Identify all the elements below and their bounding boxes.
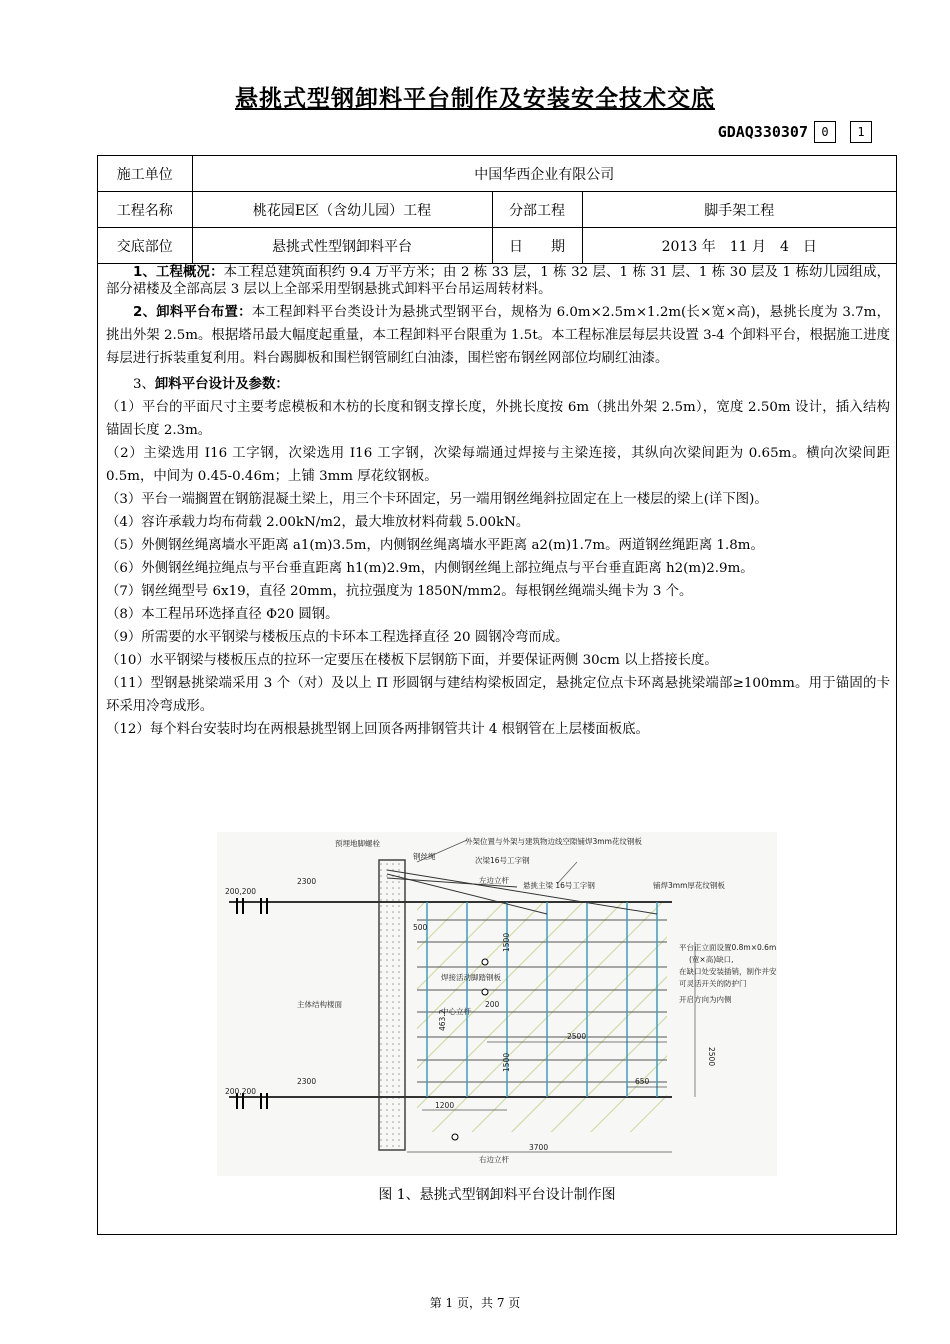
dim-3700: 3700 [529, 1143, 549, 1152]
para-10: （10）水平钢梁与楼板压点的拉环一定要压在楼板下层钢筋下面，并要保证两侧 30cm 以上搭接长度。 [106, 653, 718, 668]
para-8: （8）本工程吊环选择直径 Φ20 圆钢。 [106, 607, 339, 622]
note-line-3: 在缺口处安装插销，制作并安装 [679, 967, 777, 976]
dim-1200: 1200 [435, 1101, 455, 1110]
label-main-beam: 悬挑主梁 16号工字钢 [523, 881, 595, 890]
label-plate: 铺焊3mm厚花纹钢板 [653, 881, 725, 890]
code-box-2: 1 [850, 121, 872, 143]
label-main-wall: 主体结构楼面 [297, 1000, 342, 1009]
dim-200-top: 200,200 [225, 887, 257, 896]
label-weld-plate: 焊接活动脚踏钢板 [441, 973, 501, 982]
dim-200-bottom: 200,200 [225, 1087, 257, 1096]
part-value: 悬挑式性型钢卸料平台 [192, 228, 492, 264]
section-2: 2、卸料平台布置：本工程卸料平台类设计为悬挑式型钢平台，规格为 6.0m×2.5m×1.2m(长×宽×高)，悬挑长度为 3.7m，挑出外架 2.5m。根据塔吊最大幅度起重量，本工程卸料平台限重为 1.5t。本工程标准层每层共设置 3-4 个卸料平台，根据施工进度每层进行拆装重复利用。料台踢脚板和围栏钢管刷红白油漆，围栏密布钢丝网部位均刷红油漆。 [106, 305, 890, 366]
unit-value: 中国华西企业有限公司 [192, 156, 896, 192]
note-line-2: (宽×高)缺口, [689, 955, 734, 964]
drawing-svg [217, 832, 777, 1176]
body-text [106, 264, 890, 741]
dim-500: 500 [413, 923, 428, 932]
dim-463: 463.2 [438, 1009, 447, 1031]
note-line-4: 可灵活开关的防护门 [679, 979, 747, 988]
label-top-note: 外架位置与外架与建筑物边线空隙铺焊3mm花纹钢板 [465, 837, 642, 846]
section-3: 3、卸料平台设计及参数： [133, 377, 289, 392]
label-left-post: 左边立杆 [479, 876, 509, 885]
para-1: （1）平台的平面尺寸主要考虑模板和木枋的长度和钢支撑长度，外挑长度按 6m（挑出外架 2.5m），宽度 2.50m 设计，插入结构锚固长度 2.3m。 [106, 400, 890, 438]
project-label: 工程名称 [98, 192, 192, 228]
unit-label: 施工单位 [98, 156, 192, 192]
sub-value: 脚手架工程 [582, 192, 896, 228]
dim-1500-a: 1500 [502, 932, 511, 952]
code-box-1: 0 [814, 121, 836, 143]
dim-2500-v: 2500 [707, 1047, 716, 1067]
label-wire-rope: 钢丝绳 [413, 852, 436, 861]
para-7: （7）钢丝绳型号 6x19，直径 20mm，抗拉强度为 1850N/mm2。每根钢丝绳端头绳卡为 3 个。 [106, 584, 693, 599]
page-footer: 第 1 页，共 7 页 [429, 1296, 521, 1310]
platform-design-drawing [217, 832, 777, 1176]
note-line-1: 平台正立面设置0.8m×0.6m [679, 943, 777, 952]
wall [379, 860, 405, 1150]
document-code: GDAQ330307 [717, 123, 808, 141]
form-frame [97, 155, 897, 1235]
document-title: 悬挑式型钢卸料平台制作及安装安全技术交底 [235, 86, 715, 112]
sub-label: 分部工程 [492, 192, 582, 228]
para-4: （4）容许承载力均布荷载 2.00kN/m2，最大堆放材料荷载 5.00kN。 [106, 515, 530, 530]
date-label: 日 期 [492, 228, 582, 264]
note-line-5: 开启方向为内侧 [679, 995, 732, 1004]
label-center-post: 中心立杆 [441, 1007, 471, 1016]
document-code-row [718, 121, 872, 143]
header-table [98, 156, 896, 264]
dim-2300-top: 2300 [297, 877, 317, 886]
label-right-post: 右边立杆 [479, 1155, 509, 1164]
dim-2500-h: 2500 [567, 1032, 587, 1041]
label-secondary-beam: 次梁16号工字钢 [475, 856, 530, 865]
dim-2300-bottom: 2300 [297, 1077, 317, 1086]
section-1: 1、工程概况：本工程总建筑面积约 9.4 万平方米；由 2 栋 33 层，1 栋 32 层、1 栋 31 层、1 栋 30 层及 1 栋幼儿园组成，部分裙楼及全部高层 3 层以上全部采用型钢悬挑式卸料平台吊运周转材料。 [106, 265, 890, 297]
para-12: （12）每个料台安装时均在两根悬挑型钢上回顶各两排钢管共计 4 根钢管在上层楼面板底。 [106, 722, 649, 737]
figure-caption: 图 1、悬挑式型钢卸料平台设计制作图 [378, 1187, 616, 1203]
label-anchor-bolt: 预埋地脚螺栓 [335, 839, 380, 848]
para-9: （9）所需要的水平钢梁与楼板压点的卡环本工程选择直径 20 圆钢冷弯而成。 [106, 630, 569, 645]
para-2: （2）主梁选用 I16 工字钢，次梁选用 I16 工字钢，次梁每端通过焊接与主梁连接，其纵向次梁间距为 0.65m。横向次梁间距 0.5m，中间为 0.45-0.46m；上铺 3mm 厚花纹钢板。 [106, 446, 890, 484]
para-11: （11）型钢悬挑梁端采用 3 个（对）及以上 Π 形圆钢与建结构梁板固定，悬挑定位点卡环离悬挑梁端部≥100mm。用于锚固的卡环采用冷弯成形。 [106, 676, 890, 714]
date-value: 2013 年 11 月 4 日 [582, 228, 896, 264]
para-5: （5）外侧钢丝绳离墙水平距离 a1(m)3.5m，内侧钢丝绳离墙水平距离 a2(m)1.7m。两道钢丝绳距离 1.8m。 [106, 538, 764, 553]
part-label: 交底部位 [98, 228, 192, 264]
dim-650: 650 [635, 1077, 650, 1086]
para-3: （3）平台一端搁置在钢筋混凝土梁上，用三个卡环固定，另一端用钢丝绳斜拉固定在上一楼层的梁上(详下图)。 [106, 492, 768, 507]
dim-1500-b: 1500 [502, 1052, 511, 1072]
para-6: （6）外侧钢丝绳拉绳点与平台垂直距离 h1(m)2.9m，内侧钢丝绳上部拉绳点与平台垂直距离 h2(m)2.9m。 [106, 561, 754, 576]
project-value: 桃花园E区（含幼儿园）工程 [192, 192, 492, 228]
dim-200c: 200 [485, 1000, 500, 1009]
